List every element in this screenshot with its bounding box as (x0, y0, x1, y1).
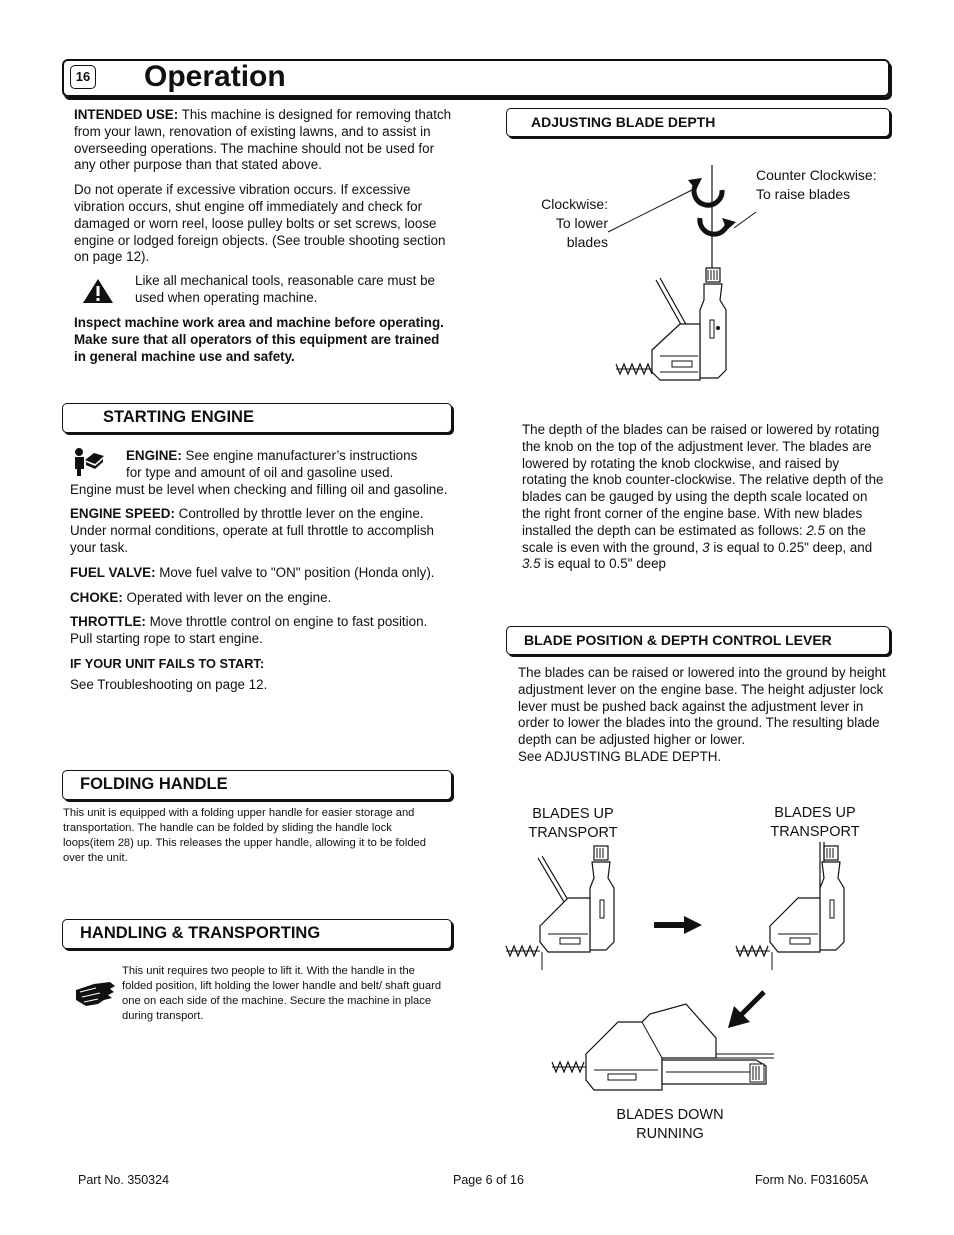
throttle-label: THROTTLE: (70, 614, 146, 630)
starting-engine-title: STARTING ENGINE (103, 408, 254, 426)
throttle-text: Move throttle control on engine to fast position. Pull starting rope to start engine. (70, 614, 428, 647)
blades-down-label (600, 1106, 740, 1144)
blades-down-diagram (546, 1000, 778, 1096)
choke-label: CHOKE: (70, 589, 123, 605)
footer-part-number: Part No. 350324 (78, 1173, 170, 1187)
blade-position-see: See ADJUSTING BLADE DEPTH. (518, 748, 722, 764)
clockwise-label (525, 195, 608, 252)
warning-triangle-icon (82, 278, 114, 304)
arrow-right-icon (652, 914, 704, 936)
engine-text-3: Engine must be level when checking and filling oil and gasoline. (70, 481, 448, 497)
blades-up-left-line-2: TRANSPORT (528, 825, 618, 841)
adjusting-depth-title: ADJUSTING BLADE DEPTH (531, 114, 716, 130)
blades-up-right-line-2: TRANSPORT (770, 824, 860, 840)
inspect-warning: Inspect machine work area and machine before operating. Make sure that all operators of this equipment are trained in general machine use and safety. (74, 315, 444, 364)
engine-text-2: for type and amount of oil and gasoline used. (126, 464, 394, 480)
blades-up-right-label (762, 804, 868, 842)
blade-position-body (518, 665, 888, 766)
blades-down-line-1: BLADES DOWN (616, 1107, 724, 1123)
counter-line-1: Counter Clockwise: (756, 167, 877, 183)
depth-description-c: is equal to 0.25" deep, and (709, 539, 873, 555)
counter-line-2: To raise blades (756, 186, 851, 202)
depth-description (522, 422, 884, 573)
depth-value-2-5: 2.5 (806, 522, 825, 538)
page-title: Operation (144, 60, 286, 93)
intended-use-text: This machine is designed for removing thatch from your lawn, renovation of existing lawns, and to assist in overseeding operations. The machine should not be used for any other purpose than that stated above. (74, 107, 452, 173)
blades-down-line-2: RUNNING (636, 1126, 704, 1142)
starting-engine-body (70, 448, 450, 694)
fails-text: See Troubleshooting on page 12. (70, 676, 268, 692)
depth-value-3: 3 (702, 539, 710, 555)
caution-text: Like all mechanical tools, reasonable care must be used when operating machine. (135, 273, 435, 305)
counter-clockwise-label (756, 166, 896, 204)
depth-description-a: The depth of the blades can be raised or lowered by rotating the knob on the top of the adjustment lever. The blades are lowered by rotating the knob clockwise, and raised by rotating the knob counter-clockwise. The relative depth of the blades can be gauged by using the depth scale located on the right front corner of the engine base. With new blades installed the depth can be estimated as follows: (522, 422, 884, 538)
depth-description-b: on the scale is even with the ground, (522, 522, 866, 555)
folding-handle-text: This unit is equipped with a folding upper handle for easier storage and transportation. The handle can be folded by sliding the handle lock loops(item 28) up. This releases the upper handle, allowing it to be folded over the unit. (63, 807, 426, 864)
blades-up-diagram-left (502, 842, 622, 974)
clockwise-line-2: To lower (555, 215, 608, 231)
depth-value-3-5: 3.5 (522, 556, 541, 572)
blades-up-left-label (520, 805, 626, 843)
fuel-valve-label: FUEL VALVE: (70, 564, 156, 580)
engine-speed-label: ENGINE SPEED: (70, 506, 175, 522)
handling-text: This unit requires two people to lift it. With the handle in the folded position, lift holding the lower handle and belt/ shaft guard one on each side of the machine. Secure the machine in place during transport. (122, 965, 442, 1022)
footer-page-number: Page 6 of 16 (453, 1173, 524, 1187)
clockwise-line-3: blades (566, 234, 608, 250)
starting-engine-header (62, 403, 452, 433)
adjusting-depth-header (506, 108, 890, 137)
blades-up-diagram-right (732, 838, 852, 974)
handling-header (62, 919, 452, 949)
fuel-valve-text: Move fuel valve to "ON" position (Honda only). (155, 564, 435, 580)
blades-up-right-line-1: BLADES UP (774, 805, 856, 821)
blade-position-title: BLADE POSITION & DEPTH CONTROL LEVER (524, 632, 832, 648)
blade-position-header (506, 626, 890, 655)
clockwise-line-1: Clockwise: (541, 196, 608, 212)
intended-use-section (74, 107, 458, 274)
engine-label: ENGINE: (126, 448, 182, 463)
folding-handle-title: FOLDING HANDLE (80, 775, 228, 793)
knob-rotation-diagram (600, 160, 760, 398)
depth-description-d: is equal to 0.5" deep (540, 556, 666, 572)
blade-position-text: The blades can be raised or lowered into the ground by height adjustment lever on the engine base. The height adjuster lock lever must be pushed back against the adjustment lever in order to lower the blades into the ground. The resulting blade depth can be adjusted higher or lower. (518, 665, 886, 748)
engine-speed-text: Controlled by throttle lever on the engine. Under normal conditions, operate at full throttle to accomplish your task. (70, 506, 434, 555)
page-number-badge: 16 (70, 65, 96, 89)
folding-handle-header (62, 770, 452, 800)
vibration-warning: Do not operate if excessive vibration occurs. If excessive vibration occurs, shut engine off immediately and check for damaged or worn reel, loose pulley bolts or set screws, loose engine or lodged foreign objects. (See trouble shooting section on page 12). (74, 182, 446, 265)
fails-label: IF YOUR UNIT FAILS TO START: (70, 655, 265, 671)
gloves-icon (74, 978, 118, 1008)
intended-use-label: INTENDED USE: (74, 107, 179, 122)
engine-text-1: See engine manufacturer’s instructions (181, 448, 418, 463)
choke-text: Operated with lever on the engine. (122, 589, 332, 605)
handling-title: HANDLING & TRANSPORTING (80, 924, 321, 942)
footer-form-number: Form No. F031605A (755, 1173, 869, 1187)
blades-up-left-line-1: BLADES UP (532, 806, 614, 822)
